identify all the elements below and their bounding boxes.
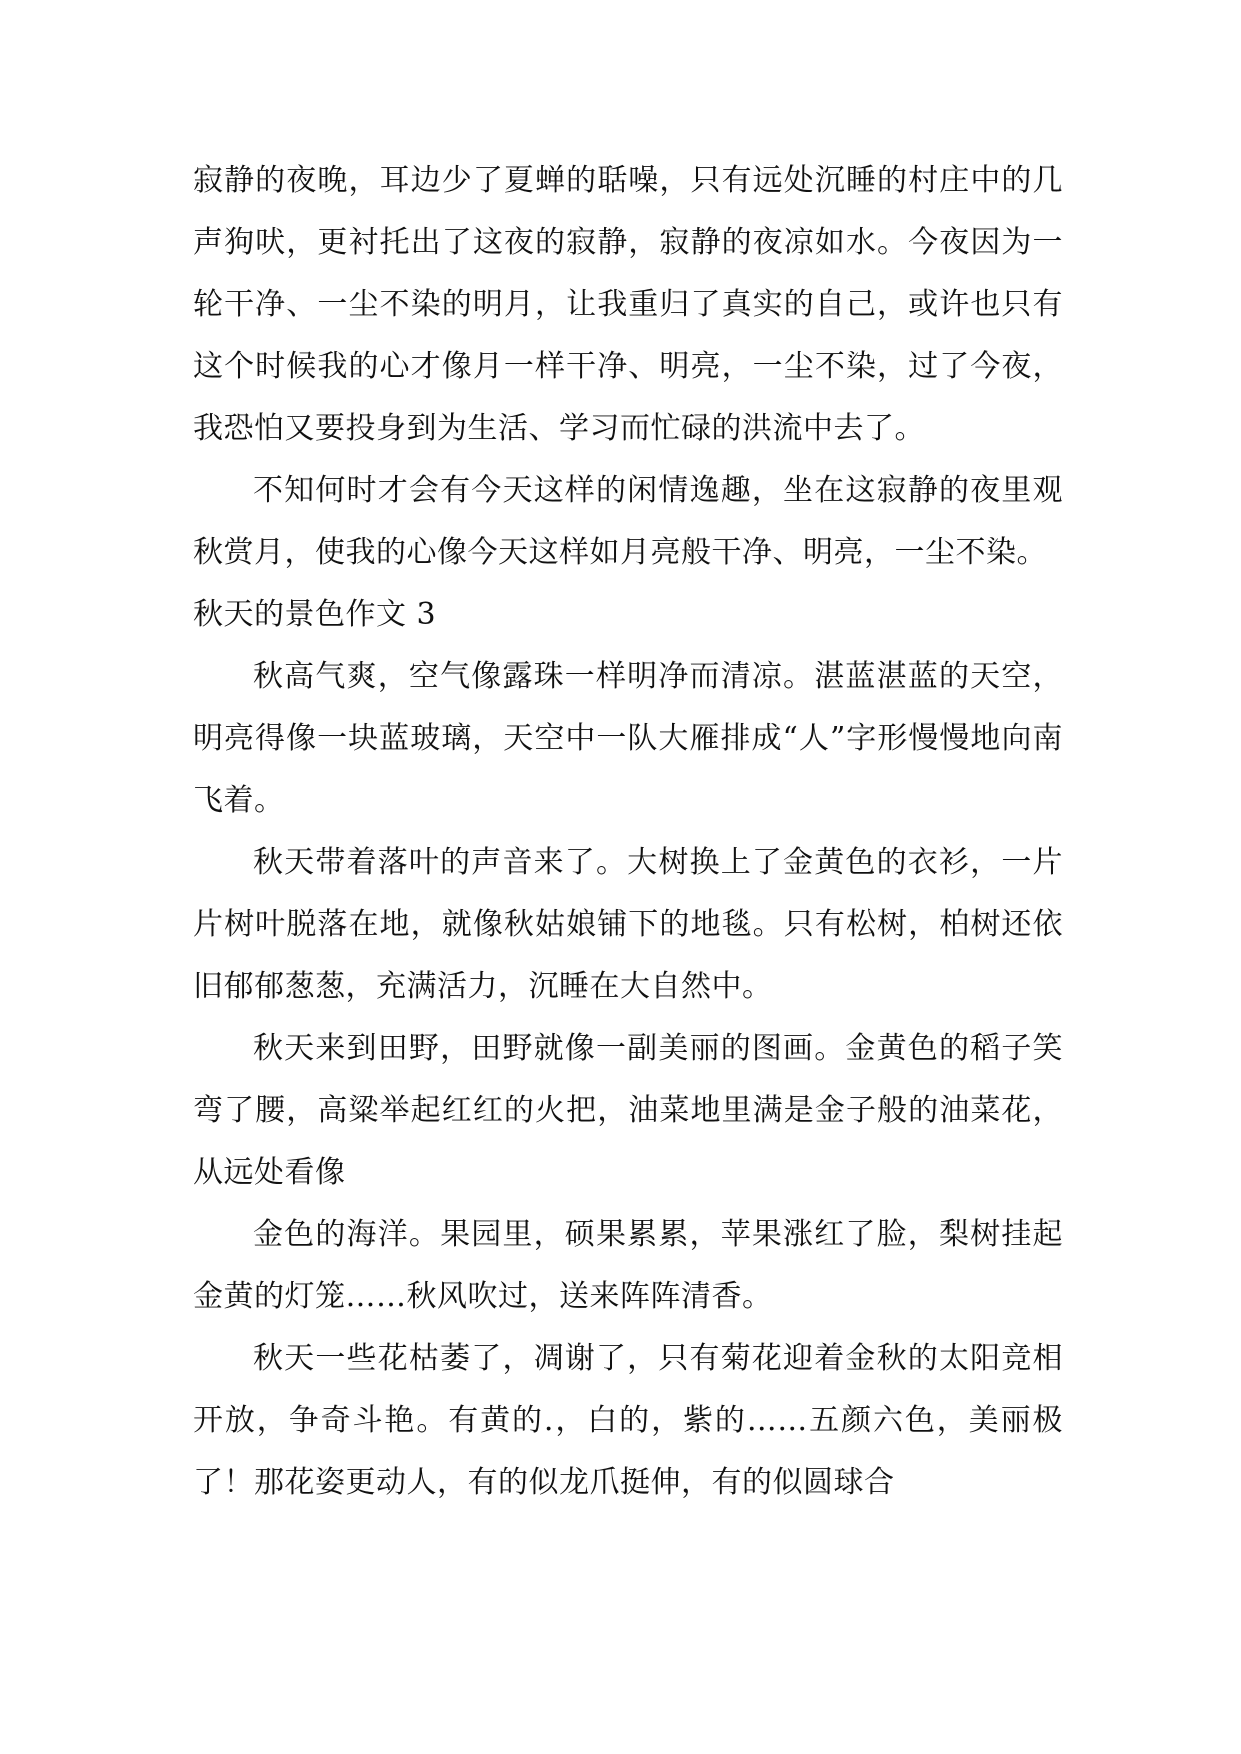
paragraph-trees: 秋天带着落叶的声音来了。大树换上了金黄色的衣衫，一片片树叶脱落在地，就像秋姑娘铺下的地毯。只有松树，柏树还依旧郁郁葱葱，充满活力，沉睡在大自然中。 [193, 845, 1063, 1004]
paragraph-night-silence: 寂静的夜晚，耳边少了夏蝉的聒噪，只有远处沉睡的村庄中的几声狗吠，更衬托出了这夜的寂静，寂静的夜凉如水。今夜因为一轮干净、一尘不染的明月，让我重归了真实的自己，或许也只有这个时候我的心才像月一样干净、明亮，一尘不染，过了今夜，我恐怕又要投身到为生活、学习而忙碌的洪流中去了。 [193, 163, 1063, 446]
paragraph-orchard: 金色的海洋。果园里，硕果累累，苹果涨红了脸，梨树挂起金黄的灯笼……秋风吹过，送来阵阵清香。 [193, 1217, 1063, 1314]
paragraph-flowers: 秋天一些花枯萎了，凋谢了，只有菊花迎着金秋的太阳竞相开放，争奇斗艳。有黄的.，白的，紫的……五颜六色，美丽极了！那花姿更动人，有的似龙爪挺伸，有的似圆球合 [193, 1341, 1063, 1500]
document-page [193, 150, 1063, 1514]
paragraph-sky: 秋高气爽，空气像露珠一样明净而清凉。湛蓝湛蓝的天空，明亮得像一块蓝玻璃，天空中一队大雁排成“人”字形慢慢地向南飞着。 [193, 659, 1063, 818]
section-title: 秋天的景色作文 3 [193, 597, 437, 632]
paragraph-moon-viewing: 不知何时才会有今天这样的闲情逸趣，坐在这寂静的夜里观秋赏月，使我的心像今天这样如月亮般干净、明亮，一尘不染。 [193, 473, 1063, 570]
paragraph-fields: 秋天来到田野，田野就像一副美丽的图画。金黄色的稻子笑弯了腰，高粱举起红红的火把，油菜地里满是金子般的油菜花，从远处看像 [193, 1031, 1063, 1190]
